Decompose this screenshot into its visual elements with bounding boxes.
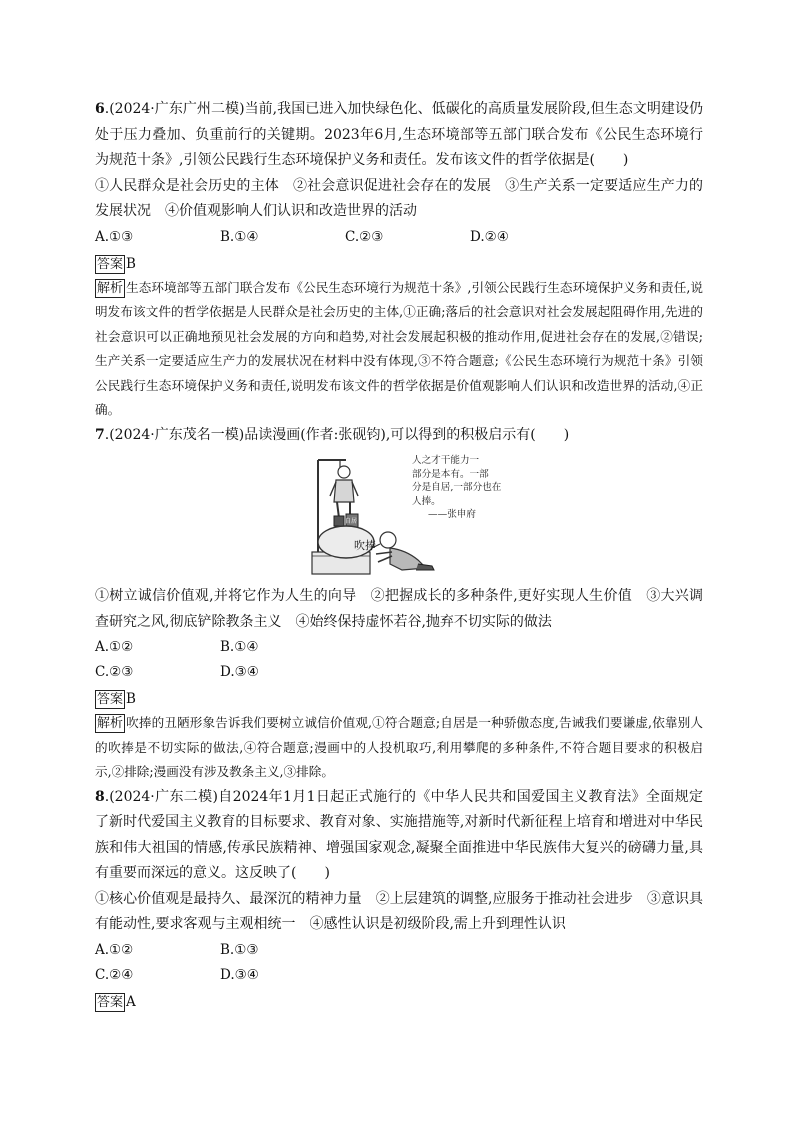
options-row [95,938,703,963]
option-d[interactable]: D.③④ [220,664,259,680]
question-stem: 7.(2024·广东茂名一模)品读漫画(作者:张砚钧),可以得到的积极启示有( ) [95,426,570,443]
question-number: 6 [95,101,105,117]
option-d[interactable]: D.③④ [220,966,259,983]
explanation-tag: 解析 [97,280,124,296]
option-b[interactable]: B.①④ [220,228,259,245]
question-stem: 8.(2024·广东二模)自2024年1月1日起正式施行的《中华人民共和国爱国主义教育法》全面规定了新时代爱国主义教育的目标要求、教育对象、实施措施等,对新时代新征程上培育和增进对中华民族和伟大祖国的情感,传承民族精神、增强国家观念,凝聚全面推进中华民族伟大复兴的磅礴力量,具有重要而深远的意义。这反映了( ) [95,788,703,881]
explanation: 解析 吹捧的丑陋形象告诉我们要树立诚信价值观,①符合题意;自居是一种骄傲态度,告诫我们要谦虚,依靠别人的吹捧是不切实际的做法,④符合题意;漫画中的人投机取巧,利用攀爬的多种条件,不符合题目要求的积极启示,②排除;漫画没有涉及教条主义,③排除。 [95,715,703,779]
answer-value: B [126,255,136,272]
option-a[interactable]: A.①② [95,639,134,655]
options-row [95,635,703,660]
explanation: 解析 生态环境部等五部门联合发布《公民生态环境行为规范十条》,引领公民践行生态环境保护义务和责任,说明发布该文件的哲学依据是人民群众是社会历史的主体,①正确;落后的社会意识对社会发展起阻碍作用,先进的社会意识可以正确地预见社会发展的方向和趋势,对社会发展起积极的推动作用,促进社会存在的发展,②错误;生产关系一定要适应生产力的发展状况在材料中没有体现,③不符合题意;《公民生态环境行为规范十条》引领公民践行生态环境保护义务和责任,说明发布该文件的哲学依据是价值观影响人们认识和改造世界的活动,④正确。 [95,279,703,417]
exam-page [95,97,703,1014]
balloon-label: 吹捧 [354,539,376,552]
question-statements: ①人民群众是社会历史的主体 ②社会意识促进社会存在的发展 ③生产关系一定要适应生产力的发展状况 ④价值观影响人们认识和改造世界的活动 [95,177,703,219]
quote-source: ——张申府 [428,509,476,520]
question-6 [95,97,703,423]
cartoon-illustration [306,452,504,578]
options-row [95,963,703,988]
options-row [95,225,703,250]
answer-value: B [126,691,136,707]
option-b[interactable]: B.①④ [220,639,259,655]
cartoon-quote: 人之才干能力一 部分是本有。一部 分是自居,一部分也在 人捧。 ——张申府 [412,454,508,522]
answer-line [95,687,703,711]
boot-tag-label: 自居 [345,518,358,525]
question-statements: ①树立诚信价值观,并将它作为人生的向导 ②把握成长的多种条件,更好实现人生价值 ③大兴调查研究之风,彻底铲除教条主义 ④始终保持虚怀若谷,抛弃不切实际的做法 [95,588,703,630]
option-c[interactable]: C.②③ [345,228,384,245]
answer-line [95,990,703,1014]
option-b[interactable]: B.①③ [220,941,259,958]
options-row [95,660,703,685]
answer-tag: 答案 [97,994,124,1010]
question-statements: ①核心价值观是最持久、最深沉的精神力量 ②上层建筑的调整,应服务于推动社会进步 ③意识具有能动性,要求客观与主观相统一 ④感性认识是初级阶段,需上升到理性认识 [95,890,703,932]
question-number: 7 [95,426,105,443]
explanation-tag: 解析 [97,716,124,731]
answer-line [95,252,703,276]
option-a[interactable]: A.①③ [95,228,134,245]
question-8 [95,785,703,1014]
option-d[interactable]: D.②④ [470,228,509,245]
question-7 [95,423,703,785]
option-c[interactable]: C.②④ [95,966,134,983]
answer-tag: 答案 [97,256,124,272]
question-stem: 6.(2024·广东广州二模)当前,我国已进入加快绿色化、低碳化的高质量发展阶段,但生态文明建设仍处于压力叠加、负重前行的关键期。2023年6月,生态环境部等五部门联合发布《公民生态环境行为规范十条》,引领公民践行生态环境保护义务和责任。发布该文件的哲学依据是( ) [95,101,703,168]
option-c[interactable]: C.②③ [95,664,134,680]
option-a[interactable]: A.①② [95,941,134,958]
answer-tag: 答案 [97,692,124,707]
answer-value: A [126,993,136,1010]
question-number: 8 [95,788,105,805]
